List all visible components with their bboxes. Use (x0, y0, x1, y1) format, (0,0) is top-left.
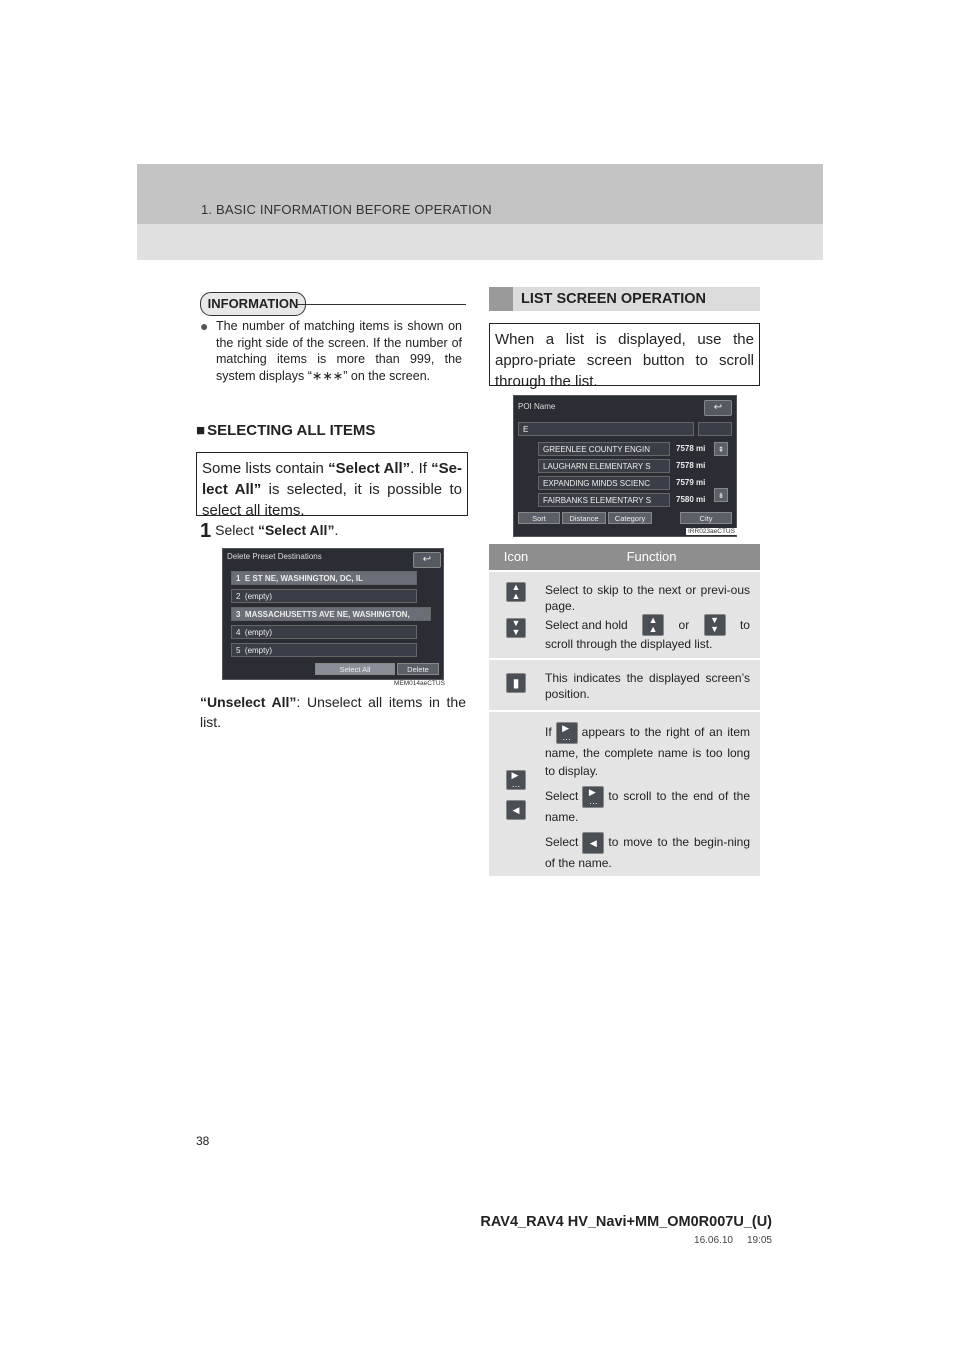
list-item[interactable]: FAIRBANKS ELEMENTARY S (538, 493, 670, 507)
selecting-all-heading (196, 422, 375, 439)
count-box (698, 422, 732, 436)
function-text: to move to the begin-ning of the name. (545, 835, 750, 870)
function-para (545, 722, 750, 780)
screen-title: POI Name (518, 402, 556, 411)
page-up-icon: ▲ ▲ (642, 614, 664, 636)
header-top-strip (137, 164, 823, 224)
step-text: . (334, 522, 339, 538)
list-item[interactable]: 3 MASSACHUSETTS AVE NE, WASHINGTON, (231, 607, 431, 621)
select-all-button[interactable]: Select All (315, 663, 395, 675)
function-text: Select and hold (545, 618, 628, 632)
table-row (489, 658, 760, 710)
unselect-all-paragraph (200, 692, 466, 732)
distance-label: 7578 mi (676, 461, 706, 470)
sort-button[interactable]: Sort (518, 512, 560, 524)
search-input[interactable]: E (518, 422, 694, 436)
back-icon[interactable]: ↩ (704, 400, 732, 416)
note-bold: “Se-lect All” (202, 460, 462, 498)
function-text: If (545, 725, 552, 740)
print-timestamp (680, 1235, 772, 1246)
list-item[interactable]: 4 (empty) (231, 625, 417, 639)
scroll-position-icon: ▮ (506, 673, 526, 693)
function-line (545, 614, 750, 636)
delete-button[interactable]: Delete (397, 663, 439, 675)
delete-preset-screen (222, 548, 444, 680)
list-item[interactable]: GREENLEE COUNTY ENGIN (538, 442, 670, 456)
select-all-note-box (196, 452, 468, 519)
tab-square (489, 287, 513, 311)
note-text: Some lists contain (202, 460, 329, 477)
column-header-icon: Icon (503, 549, 529, 564)
distance-label: 7579 mi (676, 478, 706, 487)
icon-cell (489, 572, 543, 658)
icon-cell (489, 712, 543, 876)
list-item[interactable]: 1 E ST NE, WASHINGTON, DC, IL (231, 571, 417, 585)
information-tab: INFORMATION (200, 292, 306, 316)
function-text: to scroll to the end of the name. (545, 789, 750, 824)
step-text: Select (215, 522, 258, 538)
table-header (489, 544, 760, 570)
distance-label: 7580 mi (676, 495, 706, 504)
icon-cell (489, 660, 543, 710)
information-rule (296, 304, 466, 305)
screen-title: Delete Preset Destinations (227, 552, 322, 561)
city-button[interactable]: City (680, 512, 732, 524)
expand-name-icon: ▶ … (506, 770, 526, 790)
expand-name-icon: ▶ … (556, 722, 578, 744)
expand-name-icon: ▶ … (582, 786, 604, 808)
function-cell (543, 712, 760, 876)
note-text: . If (410, 460, 432, 477)
function-para (545, 832, 750, 872)
para-text: : Unselect all items in the list. (200, 694, 467, 730)
function-text: Select (545, 835, 579, 850)
function-text: scroll through the displayed list. (545, 637, 713, 651)
image-id: IRR023aeCTUS (688, 528, 735, 535)
information-text: The number of matching items is shown on the right side of the screen. If the number of matching items is more than 999, the system displays “∗∗∗” on the screen. (216, 319, 462, 383)
image-id: MEM014aeCTUS (394, 680, 445, 687)
table-row (489, 710, 760, 876)
heading-text: SELECTING ALL ITEMS (207, 422, 376, 439)
page-down-icon: ▼ ▼ (704, 614, 726, 636)
bullet-icon: ● (200, 318, 209, 334)
distance-button[interactable]: Distance (562, 512, 606, 524)
page-down-icon[interactable]: ⇟ (714, 488, 728, 502)
list-item[interactable]: 5 (empty) (231, 643, 417, 657)
function-cell (543, 572, 760, 658)
information-body (200, 318, 462, 384)
step-number: 1 (200, 520, 212, 542)
function-cell: This indicates the displayed screen’s position. (545, 671, 750, 701)
step-1 (200, 520, 338, 543)
icon-function-table (489, 544, 760, 876)
page-up-icon[interactable]: ⇞ (714, 442, 728, 456)
function-text: appears to the right of an item name, the complete name is too long to display. (545, 725, 750, 778)
list-screen-operation-heading: LIST SCREEN OPERATION (521, 291, 707, 307)
column-header-function: Function (626, 549, 677, 564)
page-number: 38 (196, 1134, 210, 1148)
document-code: RAV4_RAV4 HV_Navi+MM_OM0R007U_(U) (480, 1214, 772, 1230)
para-bold: “Unselect All” (200, 694, 297, 710)
step-bold: “Select All” (257, 522, 335, 538)
function-text: Select to skip to the next or previ-ous page. (545, 583, 750, 613)
list-item[interactable]: LAUGHARN ELEMENTARY S (538, 459, 670, 473)
print-time: 19:05 (746, 1235, 772, 1246)
function-text: to (739, 618, 750, 632)
header-band (137, 164, 823, 260)
square-marker-icon: ■ (196, 422, 206, 439)
function-para (545, 786, 750, 826)
back-icon[interactable]: ↩ (413, 552, 441, 568)
page-down-icon: ▼ ▼ (506, 618, 526, 638)
note-text: is selected, it is possible to select all items. (202, 481, 462, 519)
move-to-beginning-icon: ◀ (506, 800, 526, 820)
list-item[interactable]: 2 (empty) (231, 589, 417, 603)
category-button[interactable]: Category (608, 512, 652, 524)
note-bold: “Select All” (328, 460, 411, 477)
list-item[interactable]: EXPANDING MINDS SCIENC (538, 476, 670, 490)
page-up-icon: ▲ ▲ (506, 582, 526, 602)
function-text: or (678, 618, 690, 632)
poi-name-screen (513, 395, 737, 537)
function-text: Select (545, 789, 579, 804)
move-to-beginning-icon: ◀ (582, 832, 604, 854)
distance-label: 7578 mi (676, 444, 706, 453)
print-date: 16.06.10 (694, 1235, 733, 1246)
table-row (489, 570, 760, 658)
list-operation-note-box: When a list is displayed, use the appro-priate screen button to scroll through the list. (489, 323, 760, 386)
section-title: 1. BASIC INFORMATION BEFORE OPERATION (201, 202, 492, 217)
